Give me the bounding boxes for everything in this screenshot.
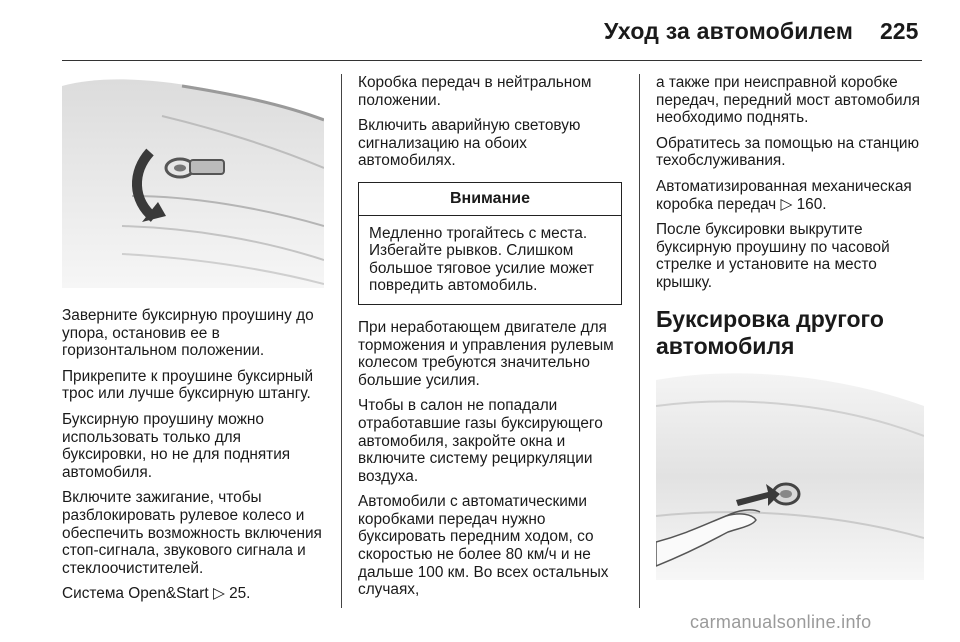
section-heading: Буксировка другого автомобиля bbox=[656, 305, 884, 359]
paragraph: После буксировки выкрутите буксирную проушину по часовой стрелке и установите на место крышку. bbox=[656, 221, 890, 291]
paragraph: При неработающем двигателе для торможения и управления рулевым колесом требуются значительно большие усилия. bbox=[358, 318, 614, 389]
paragraph: Прикрепите к проушине буксирный трос или лучше буксирную штангу. bbox=[62, 367, 314, 403]
paragraph: Обратитесь за помощью на станцию техобслуживания. bbox=[656, 134, 919, 170]
warning-box bbox=[358, 182, 622, 305]
column-2 bbox=[358, 74, 626, 607]
column-divider-1 bbox=[341, 74, 342, 608]
warning-title: Внимание bbox=[359, 183, 621, 216]
paragraph: а также при неисправной коробке передач, передний мост автомобиля необходимо поднять. bbox=[656, 74, 920, 127]
header-divider bbox=[62, 60, 922, 61]
column-3 bbox=[656, 74, 924, 360]
column-divider-2 bbox=[639, 74, 640, 608]
paragraph: Чтобы в салон не попадали отработавшие газы буксирующего автомобиля, закройте окна и включите систему рециркуляции воздуха. bbox=[358, 397, 603, 485]
warning-text: Медленно трогайтесь с места. Избегайте рывков. Слишком большое тяговое усилие может повредить автомобиль. bbox=[369, 224, 594, 295]
paragraph-cross-reference: Система Open&Start ▷ 25. bbox=[62, 585, 251, 603]
page-number: 225 bbox=[880, 18, 919, 44]
paragraph-cross-reference: Автоматизированная механическая коробка передач ▷ 160. bbox=[656, 177, 912, 213]
paragraph: Включить аварийную световую сигнализацию на обоих автомобилях. bbox=[358, 117, 581, 170]
paragraph: Коробка передач в нейтральном положении. bbox=[358, 74, 592, 109]
towing-eye-illustration bbox=[62, 76, 324, 288]
column-1 bbox=[62, 307, 324, 611]
paragraph: Буксирную проушину можно использовать только для буксировки, но не для поднятия автомобиля. bbox=[62, 410, 291, 481]
paragraph: Автомобили с автоматическими коробками передач нужно буксировать передним ходом, со скоростью не более 80 км/ч и не дальше 100 км. Во всех остальных случаях, bbox=[358, 493, 609, 599]
paragraph: Включите зажигание, чтобы разблокировать рулевое колесо и обеспечить возможность включения стоп-сигнала, звукового сигнала и стеклоочистителей. bbox=[62, 489, 322, 577]
watermark: carmanualsonline.info bbox=[690, 612, 872, 632]
bumper-cover-illustration bbox=[656, 366, 924, 580]
paragraph: Заверните буксирную проушину до упора, остановив ее в горизонтальном положении. bbox=[62, 307, 314, 360]
page-header-title: Уход за автомобилем bbox=[604, 18, 854, 44]
